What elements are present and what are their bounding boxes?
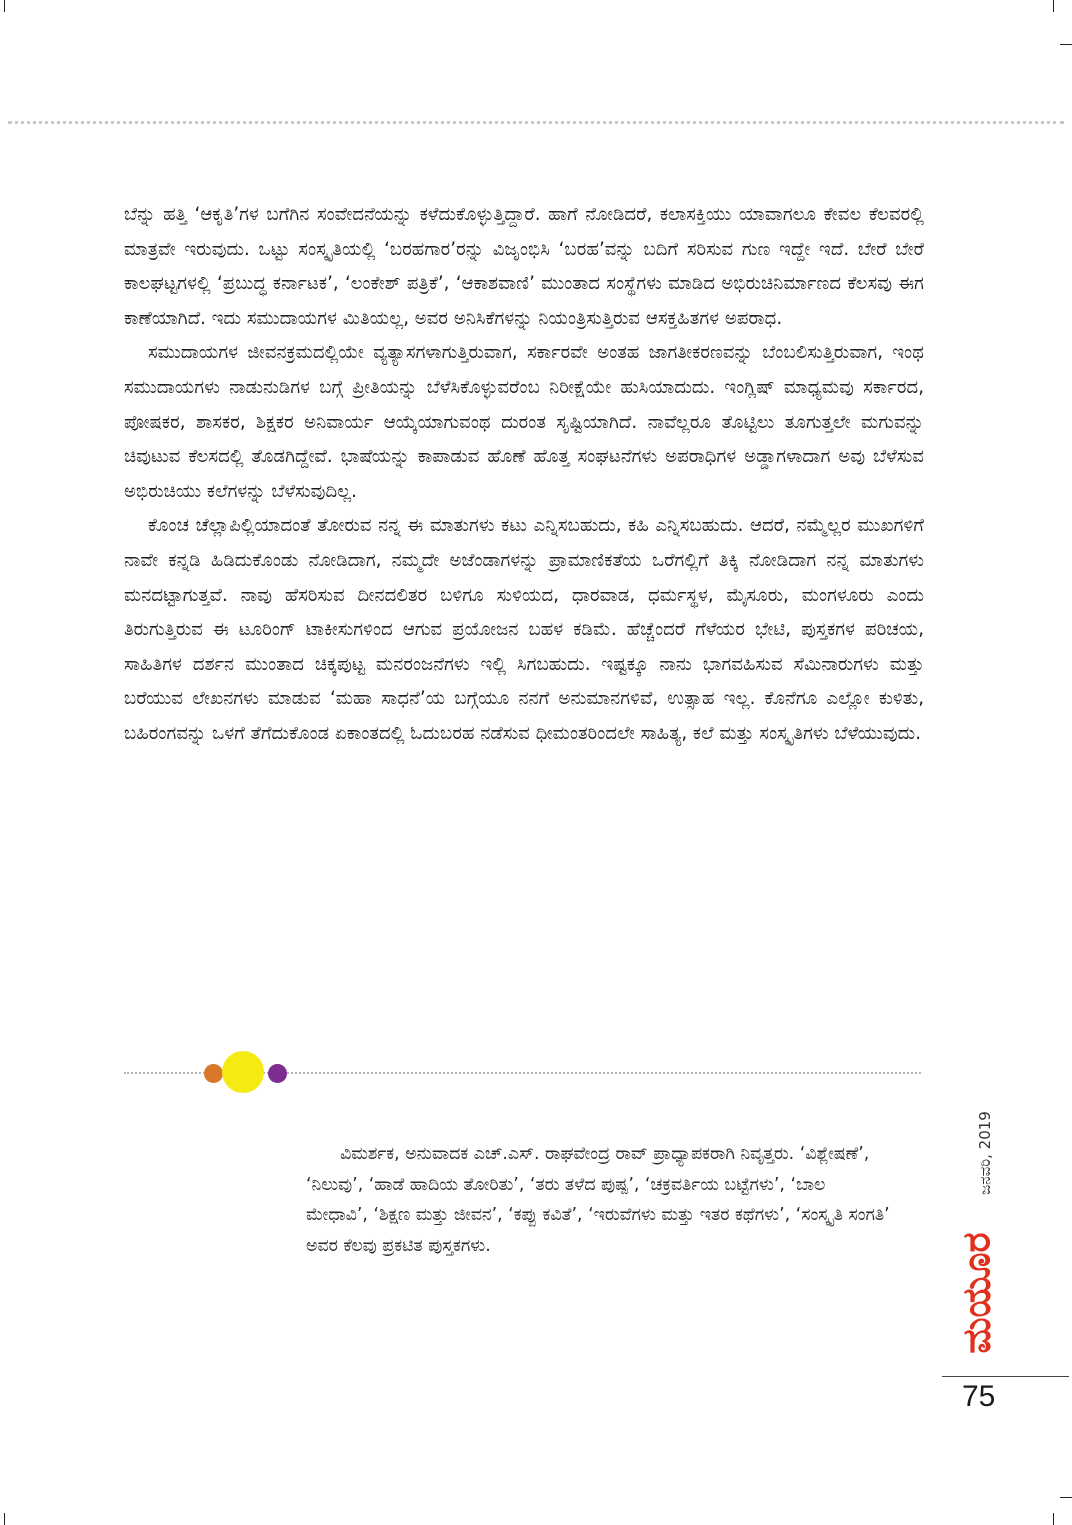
crop-mark-bottom-left bbox=[4, 1513, 5, 1525]
separator-dot-purple bbox=[268, 1064, 287, 1083]
article-paragraph: ಕೊಂಚ ಚೆಲ್ಲಾಪಿಲ್ಲಿಯಾದಂತೆ ತೋರುವ ನನ್ನ ಈ ಮಾತುಗಳು ಕಟು ಎನ್ನಿಸಬಹುದು, ಕಹಿ ಎನ್ನಿಸಬಹುದು. ಆದರೆ, ನಮ್ಮೆಲ್ಲರ ಮುಖಗಳಿಗೆ ನಾವೇ ಕನ್ನಡಿ ಹಿಡಿದುಕೊಂಡು ನೋಡಿದಾಗ, ನಮ್ಮದೇ ಅಜೆಂಡಾಗಳನ್ನು ಪ್ರಾಮಾಣಿಕತೆಯ ಒರೆಗಲ್ಲಿಗೆ ತಿಕ್ಕಿ ನೋಡಿದಾಗ ನನ್ನ ಮಾತುಗಳು ಮನದಟ್ಟಾಗುತ್ತವೆ. ನಾವು ಹೆಸರಿಸುವ ದೀನದಲಿತರ ಬಳಿಗೂ ಸುಳಿಯದ, ಧಾರವಾಡ, ಧರ್ಮಸ್ಥಳ, ಮೈಸೂರು, ಮಂಗಳೂರು ಎಂದು ತಿರುಗುತ್ತಿರುವ ಈ ಟೂರಿಂಗ್ ಟಾಕೀಸುಗಳಿಂದ ಆಗುವ ಪ್ರಯೋಜನ ಬಹಳ ಕಡಿಮೆ. ಹೆಚ್ಚೆಂದರೆ ಗೆಳೆಯರ ಭೇಟಿ, ಪುಸ್ತಕಗಳ ಪರಿಚಯ, ಸಾಹಿತಿಗಳ ದರ್ಶನ ಮುಂತಾದ ಚಿಕ್ಕಪುಟ್ಟ ಮನರಂಜನೆಗಳು ಇಲ್ಲಿ ಸಿಗಬಹುದು. ಇಷ್ಟಕ್ಕೂ ನಾನು ಭಾಗವಹಿಸುವ ಸೆಮಿನಾರುಗಳು ಮತ್ತು ಬರೆಯುವ ಲೇಖನಗಳು ಮಾಡುವ ‘ಮಹಾ ಸಾಧನೆ’ಯ ಬಗ್ಗೆಯೂ ನನಗೆ ಅನುಮಾನಗಳಿವೆ, ಉತ್ಸಾಹ ಇಲ್ಲ. ಕೊನೆಗೂ ಎಲ್ಲೋ ಕುಳಿತು, ಬಹಿರಂಗವನ್ನು ಒಳಗೆ ತೆಗೆದುಕೊಂಡ ಏಕಾಂತದಲ್ಲಿ ಓದುಬರಹ ನಡೆಸುವ ಧೀಮಂತರಿಂದಲೇ ಸಾಹಿತ್ಯ, ಕಲೆ ಮತ್ತು ಸಂಸ್ಕೃತಿಗಳು ಬೆಳೆಯುವುದು. bbox=[124, 515, 924, 744]
author-bio bbox=[306, 1139, 892, 1261]
crop-mark-right-upper bbox=[1060, 44, 1072, 45]
header-dotted-rule bbox=[8, 121, 1064, 124]
masthead-text: ಮಯೂರ bbox=[954, 1232, 999, 1354]
crop-mark-top-right bbox=[1053, 0, 1054, 12]
page-number-rule bbox=[942, 1376, 1069, 1377]
crop-mark-right-lower bbox=[1060, 1497, 1072, 1498]
page-number: 75 bbox=[962, 1380, 996, 1413]
author-bio-text: ವಿಮರ್ಶಕ, ಅನುವಾದಕ ಎಚ್.ಎಸ್. ರಾಘವೇಂದ್ರ ರಾವ್ ಪ್ರಾಧ್ಯಾಪಕರಾಗಿ ನಿವೃತ್ತರು. ‘ವಿಶ್ಲೇಷಣೆ’, ‘ನಿಲುವು’, ‘ಹಾಡೆ ಹಾದಿಯ ತೋರಿತು’, ‘ತರು ತಳೆದ ಪುಷ್ಪ’, ‘ಚಕ್ರವರ್ತಿಯ ಬಟ್ಟೆಗಳು’, ‘ಬಾಲ ಮೇಧಾವಿ’, ‘ಶಿಕ್ಷಣ ಮತ್ತು ಜೀವನ’, ‘ಕಪ್ಪು ಕವಿತೆ’, ‘ಇರುವೆಗಳು ಮತ್ತು ಇತರ ಕಥೆಗಳು’, ‘ಸಂಸ್ಕೃತಿ ಸಂಗತಿ’ ಅವರ ಕೆಲವು ಪ್ರಕಟಿತ ಪುಸ್ತಕಗಳು. bbox=[306, 1144, 890, 1256]
article-body bbox=[124, 198, 924, 752]
issue-date bbox=[975, 1113, 995, 1193]
section-separator bbox=[124, 1063, 921, 1083]
magazine-masthead bbox=[954, 1208, 999, 1378]
issue-date-text: ಜನವರಿ, 2019 bbox=[976, 1111, 994, 1195]
article-paragraph: ಬೆನ್ನು ಹತ್ತಿ ‘ಆಕೃತಿ’ಗಳ ಬಗೆಗಿನ ಸಂವೇದನೆಯನ್ನು ಕಳೆದುಕೊಳ್ಳುತ್ತಿದ್ದಾರೆ. ಹಾಗೆ ನೋಡಿದರೆ, ಕಲಾಸಕ್ತಿಯು ಯಾವಾಗಲೂ ಕೇವಲ ಕೆಲವರಲ್ಲಿ ಮಾತ್ರವೇ ಇರುವುದು. ಒಟ್ಟು ಸಂಸ್ಕೃತಿಯಲ್ಲಿ ‘ಬರಹಗಾರ’ರನ್ನು ವಿಜೃಂಭಿಸಿ ‘ಬರಹ’ವನ್ನು ಬದಿಗೆ ಸರಿಸುವ ಗುಣ ಇದ್ದೇ ಇದೆ. ಬೇರೆ ಬೇರೆ ಕಾಲಘಟ್ಟಗಳಲ್ಲಿ ‘ಪ್ರಬುದ್ಧ ಕರ್ನಾಟಕ’, ‘ಲಂಕೇಶ್ ಪತ್ರಿಕೆ’, ‘ಆಕಾಶವಾಣಿ’ ಮುಂತಾದ ಸಂಸ್ಥೆಗಳು ಮಾಡಿದ ಅಭಿರುಚಿನಿರ್ಮಾಣದ ಕೆಲಸವು ಈಗ ಕಾಣೆಯಾಗಿದೆ. ಇದು ಸಮುದಾಯಗಳ ಮಿತಿಯಲ್ಲ, ಅವರ ಅನಿಸಿಕೆಗಳನ್ನು ನಿಯಂತ್ರಿಸುತ್ತಿರುವ ಆಸಕ್ತಹಿತಗಳ ಅಪರಾಧ. bbox=[124, 204, 924, 329]
separator-dot-orange bbox=[204, 1064, 223, 1083]
separator-dot-yellow bbox=[222, 1051, 264, 1093]
crop-mark-top-left bbox=[4, 0, 5, 12]
article-paragraph: ಸಮುದಾಯಗಳ ಜೀವನಕ್ರಮದಲ್ಲಿಯೇ ವ್ಯತ್ಯಾಸಗಳಾಗುತ್ತಿರುವಾಗ, ಸರ್ಕಾರವೇ ಅಂತಹ ಜಾಗತೀಕರಣವನ್ನು ಬೆಂಬಲಿಸುತ್ತಿರುವಾಗ, ಇಂಥ ಸಮುದಾಯಗಳು ನಾಡುನುಡಿಗಳ ಬಗ್ಗೆ ಪ್ರೀತಿಯನ್ನು ಬೆಳೆಸಿಕೊಳ್ಳುವರೆಂಬ ನಿರೀಕ್ಷೆಯೇ ಹುಸಿಯಾದುದು. ಇಂಗ್ಲಿಷ್ ಮಾಧ್ಯಮವು ಸರ್ಕಾರದ, ಪೋಷಕರ, ಶಾಸಕರ, ಶಿಕ್ಷಕರ ಅನಿವಾರ್ಯ ಆಯ್ಕೆಯಾಗುವಂಥ ದುರಂತ ಸೃಷ್ಟಿಯಾಗಿದೆ. ನಾವೆಲ್ಲರೂ ತೊಟ್ಟಿಲು ತೂಗುತ್ತಲೇ ಮಗುವನ್ನು ಚಿವುಟುವ ಕೆಲಸದಲ್ಲಿ ತೊಡಗಿದ್ದೇವೆ. ಭಾಷೆಯನ್ನು ಕಾಪಾಡುವ ಹೊಣೆ ಹೊತ್ತ ಸಂಘಟನೆಗಳು ಅಪರಾಧಿಗಳ ಅಡ್ಡಾಗಳಾದಾಗ ಅವು ಬೆಳೆಸುವ ಅಭಿರುಚಿಯು ಕಲೆಗಳನ್ನು ಬೆಳೆಸುವುದಿಲ್ಲ. bbox=[124, 342, 924, 502]
crop-mark-bottom-right bbox=[1053, 1513, 1054, 1525]
